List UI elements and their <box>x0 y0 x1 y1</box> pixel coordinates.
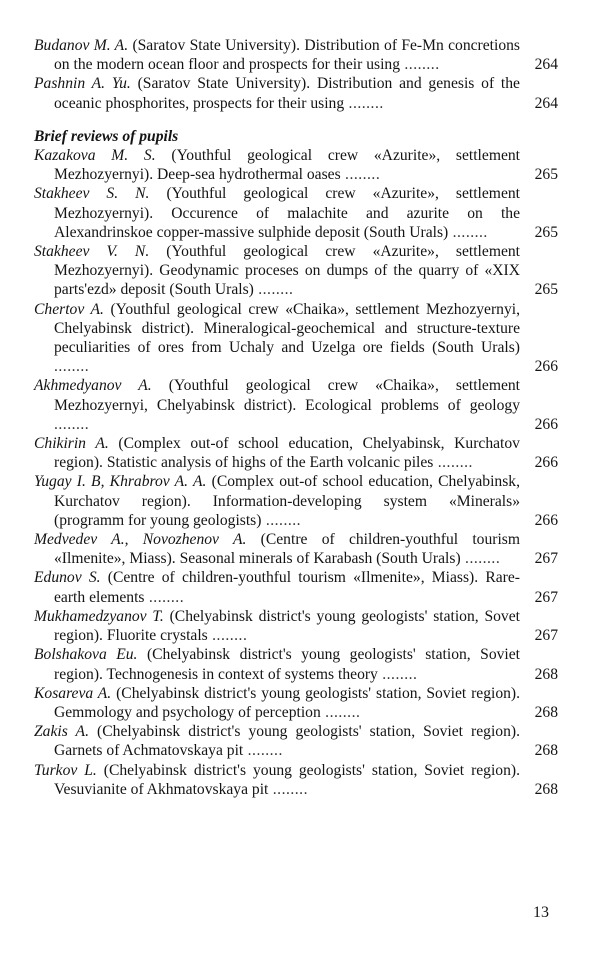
dot-leader: ........ <box>377 665 418 683</box>
entry-title: (Chelyabinsk district's young geologists' station, Soviet region). Vesuvianite of Akhmatovskaya pit <box>54 761 520 798</box>
toc-entry <box>34 530 558 568</box>
entry-author: Budanov M. A. <box>34 37 129 54</box>
entry-title: (Youthful geological crew «Azurite», settlement Mezhozyernyi). Deep-sea hydrothermal oases <box>54 147 520 184</box>
entry-title: (Saratov State University). Distribution of Fe-Mn concretions on the modern ocean floor and prospects for their using <box>54 37 520 74</box>
entry-author: Chikirin A. <box>34 435 109 453</box>
dot-leader: ........ <box>261 511 302 529</box>
entry-author: Medvedev A., Novozhenov A. <box>34 531 247 549</box>
entry-title: (Centre of children-youthful tourism «Ilmenite», Miass). Rare-earth elements <box>54 569 520 606</box>
entry-page-number: 267 <box>534 588 558 606</box>
dot-leader: ........ <box>54 358 90 376</box>
toc-entry <box>34 472 558 530</box>
entry-author: Turkov L. <box>34 761 97 779</box>
entry-title: (Youthful geological crew «Chaika», settlement Mezhozyernyi, Chelyabinsk district). Ecological problems of geology <box>54 377 521 414</box>
toc-entry <box>34 607 558 645</box>
entry-page-number: 265 <box>534 166 558 184</box>
entry-page-number: 268 <box>534 703 558 721</box>
entry-author: Mukhamedzyanov T. <box>34 607 164 625</box>
entry-author: Stakheev S. N. <box>34 185 150 203</box>
entry-page-number: 268 <box>534 665 558 683</box>
entry-title: (Chelyabinsk district's young geologists' station, Soviet region). Gemmology and psychology of perception <box>54 684 521 721</box>
entry-author: Chertov A. <box>34 300 104 318</box>
entry-title: (Youthful geological crew «Azurite», settlement Mezhozyernyi). Occurence of malachite and azurite on the Alexandrinskoe copper-massive sulphide deposit (South Urals) <box>54 185 520 241</box>
toc-entry <box>34 684 558 722</box>
dot-leader: ........ <box>433 454 473 472</box>
entry-title: (Youthful geological crew «Azurite», settlement Mezhozyernyi). Geodynamic proceses on dumps of the quarry of «XIX parts'ezd» deposit (South Urals) <box>54 243 520 299</box>
dot-leader: ........ <box>207 627 248 645</box>
section-title: Brief reviews of pupils <box>34 127 179 145</box>
contents-page <box>34 36 558 799</box>
entry-page-number: 266 <box>534 511 558 529</box>
entry-page-number: 264 <box>534 56 558 74</box>
entry-title: (Complex out-of school education, Chelyabinsk, Kurchatov region). Statistic analysis of highs of the Earth volcanic piles <box>54 435 520 472</box>
entry-title: (Centre of children-youthful tourism «Ilmenite», Miass). Seasonal minerals of Karabash (South Urals) <box>54 531 520 568</box>
entry-title: (Chelyabinsk district's young geologists' station, Soviet region). Technogenesis in context of systems theory <box>54 646 521 683</box>
entry-page-number: 267 <box>534 627 558 645</box>
entry-author: Yugay I. B, Khrabrov A. A. <box>34 473 207 491</box>
entry-page-number: 267 <box>534 550 558 568</box>
entry-page-number: 266 <box>534 358 558 376</box>
toc-entry <box>34 146 558 184</box>
entry-author: Edunov S. <box>34 569 101 587</box>
entry-author: Pashnin A. Yu. <box>34 75 131 93</box>
toc-entry <box>34 761 558 799</box>
entry-page-number: 265 <box>534 281 558 299</box>
toc-entry <box>34 645 558 683</box>
toc-entry <box>34 74 558 112</box>
entry-title: (Chelyabinsk district's young geologists' station, Sovet region). Fluorite crystals <box>54 607 520 645</box>
toc-entry <box>34 722 558 760</box>
entry-page-number: 266 <box>534 415 558 433</box>
dot-leader: ........ <box>268 780 308 798</box>
toc-entry <box>34 242 558 300</box>
entry-page-number: 264 <box>534 94 558 112</box>
entry-title: (Chelyabinsk district's young geologists' station, Soviet region). Garnets of Achmatovskaya pit <box>54 723 520 760</box>
dot-leader: ........ <box>253 281 294 299</box>
dot-leader: ........ <box>344 94 384 112</box>
dot-leader: ........ <box>243 742 283 760</box>
dot-leader: ........ <box>400 56 440 74</box>
entry-page-number: 265 <box>534 223 558 241</box>
entry-page-number: 268 <box>534 780 558 798</box>
entries-top <box>34 36 558 113</box>
entry-author: Zakis A. <box>34 723 89 741</box>
dot-leader: ........ <box>144 588 185 606</box>
toc-entry <box>34 434 558 472</box>
dot-leader: ........ <box>54 415 90 433</box>
entry-author: Kosareva A. <box>34 684 112 702</box>
toc-entry <box>34 568 558 606</box>
page-number: 13 <box>533 904 549 921</box>
entry-page-number: 268 <box>534 742 558 760</box>
entries-reviews <box>34 146 558 799</box>
entry-title: (Saratov State University). Distribution and genesis of the oceanic phosphorites, prospects for their using <box>54 75 520 112</box>
dot-leader: ........ <box>340 166 381 184</box>
dot-leader: ........ <box>460 550 501 568</box>
entry-author: Kazakova M. S. <box>34 147 156 165</box>
toc-entry <box>34 36 558 74</box>
entry-author: Akhmedyanov A. <box>34 377 152 395</box>
dot-leader: ........ <box>320 703 361 721</box>
toc-entry <box>34 300 558 377</box>
toc-entry <box>34 376 558 434</box>
toc-entry <box>34 184 558 242</box>
dot-leader: ........ <box>448 223 488 241</box>
entry-title: (Youthful geological crew «Chaika», settlement Mezhozyernyi, Chelyabinsk district). Mineralogical-geochemical and structure-texture peculiarities of ores from Uchaly and Uzelga ore fields (South Urals) <box>54 300 520 357</box>
entry-title: (Complex out-of school education, Chelyabinsk, Kurchatov region). Information-developing system «Minerals» (programm for young geologists) <box>54 473 520 529</box>
entry-author: Stakheev V. N. <box>34 243 150 261</box>
entry-page-number: 266 <box>534 454 558 472</box>
entry-author: Bolshakova Eu. <box>34 646 138 664</box>
